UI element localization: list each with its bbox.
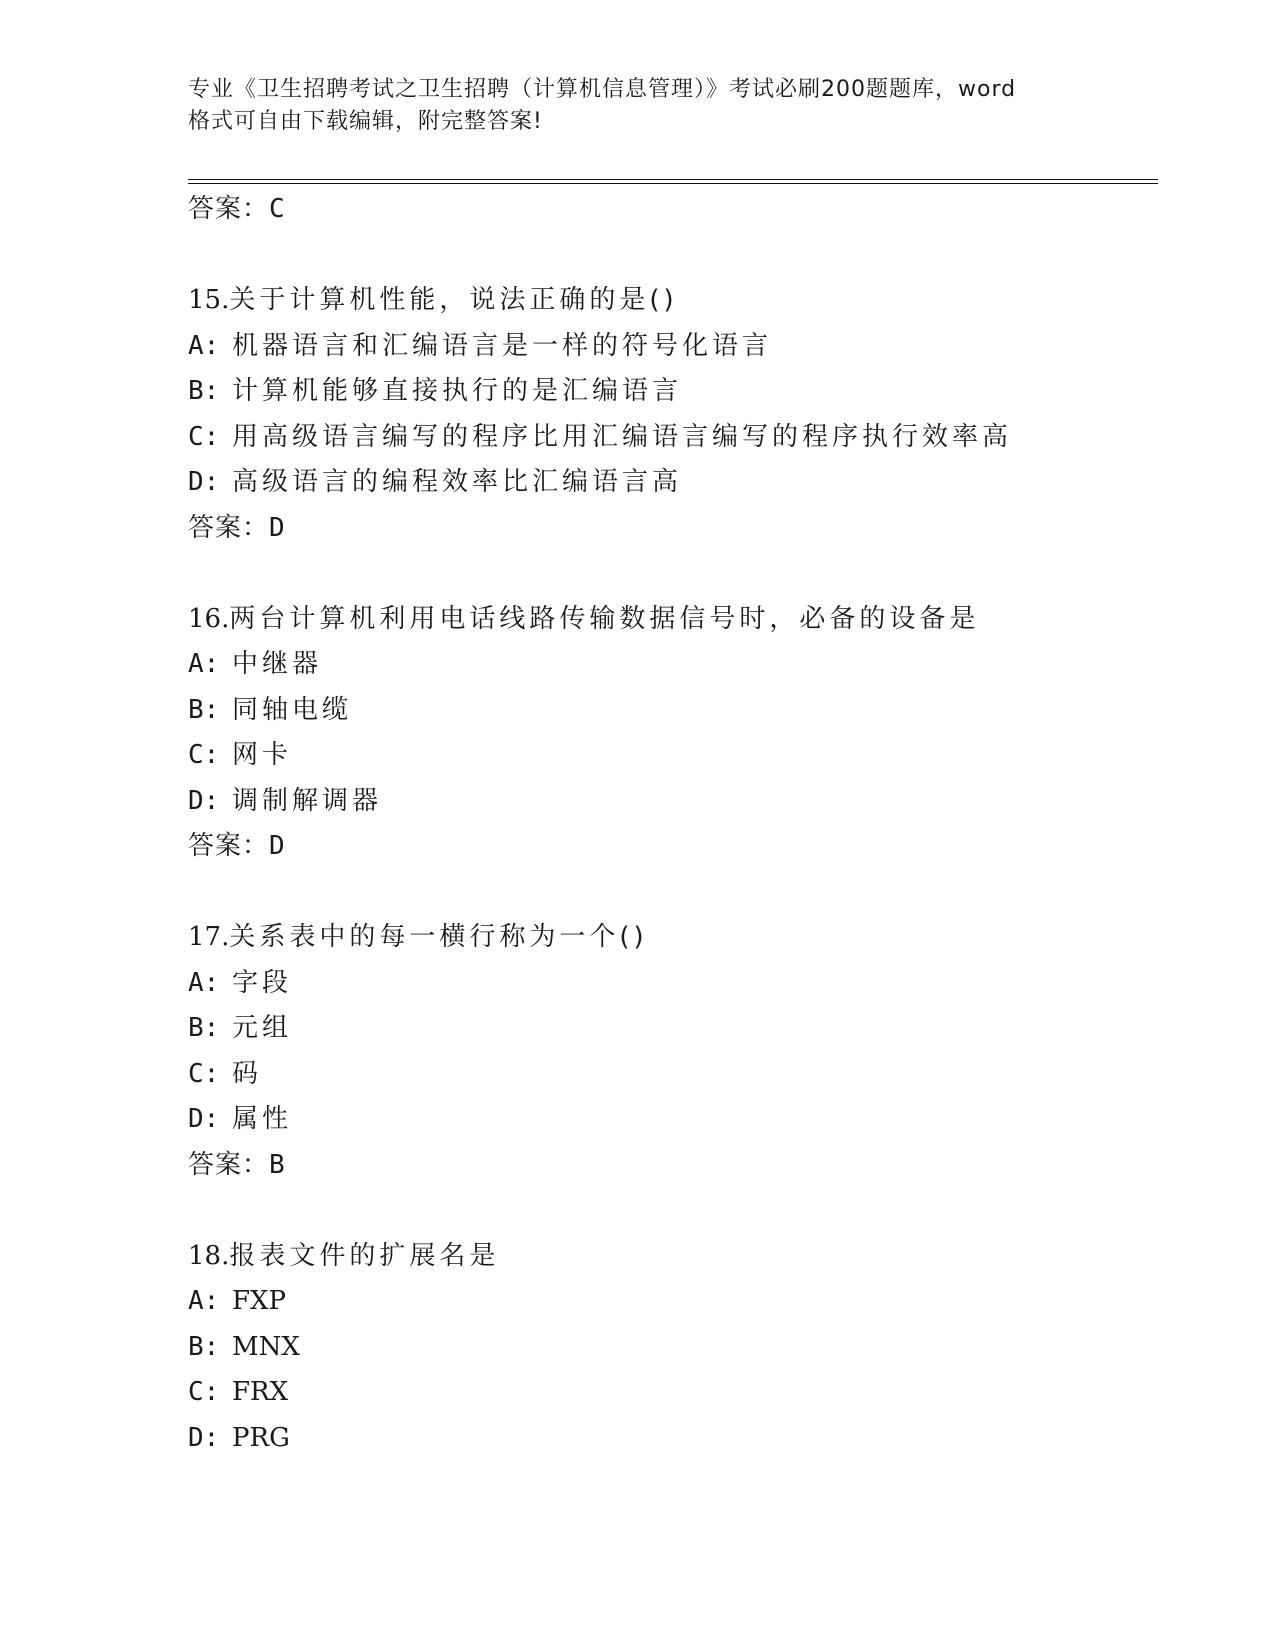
option-label: C:	[188, 740, 220, 770]
option-label: D:	[188, 785, 220, 816]
question-number: 16.	[188, 603, 230, 634]
option-c	[188, 1052, 1148, 1098]
option-label: D:	[188, 1422, 220, 1453]
option-d	[188, 779, 1148, 825]
option-text: 高级语言的编程效率比汇编语言高	[232, 467, 683, 497]
question-list	[188, 187, 1148, 1461]
question-stem	[188, 278, 1148, 324]
question-text: 两台计算机利用电话线路传输数据信号时，必备的设备是	[229, 603, 980, 634]
header-divider-top	[188, 179, 1158, 180]
option-text: FRX	[232, 1377, 289, 1407]
answer-value: B	[269, 1149, 285, 1180]
option-label: B:	[188, 694, 220, 725]
option-text: PRG	[232, 1422, 290, 1453]
question-block	[188, 278, 1148, 551]
option-c	[188, 415, 1148, 461]
option-label: A:	[188, 649, 220, 679]
option-text: 中继器	[232, 649, 323, 679]
question-number: 15.	[188, 285, 230, 315]
answer-value: D	[269, 512, 285, 543]
option-a	[188, 324, 1148, 370]
question-stem	[188, 597, 1148, 643]
option-text: 网卡	[232, 740, 293, 770]
option-text: 属性	[232, 1104, 293, 1134]
answer-line	[188, 1143, 1148, 1189]
header-divider-bottom	[188, 183, 1158, 184]
option-text: MNX	[232, 1331, 300, 1362]
answer-prefix: 答案：	[188, 1149, 270, 1180]
question-number: 17.	[188, 922, 230, 952]
option-c	[188, 1370, 1148, 1416]
question-text: 关系表中的每一横行称为一个()	[229, 922, 648, 952]
option-text: FXP	[232, 1286, 287, 1316]
option-c	[188, 733, 1148, 779]
answer-line	[188, 824, 1148, 870]
option-b	[188, 1325, 1148, 1371]
option-label: D:	[188, 1104, 220, 1134]
answer-prefix: 答案：	[188, 194, 270, 224]
document-header	[188, 74, 1088, 138]
option-a	[188, 961, 1148, 1007]
option-d	[188, 460, 1148, 506]
option-b	[188, 688, 1148, 734]
header-line-1: 专业《卫生招聘考试之卫生招聘（计算机信息管理）》考试必刷200题题库，word	[188, 77, 1017, 102]
option-text: 机器语言和汇编语言是一样的符号化语言	[232, 330, 773, 361]
option-b	[188, 369, 1148, 415]
question-block	[188, 597, 1148, 870]
option-label: A:	[188, 330, 220, 361]
option-label: A:	[188, 967, 220, 998]
option-label: C:	[188, 1377, 220, 1407]
option-a	[188, 1279, 1148, 1325]
question-number: 18.	[188, 1240, 230, 1271]
option-text: 元组	[232, 1013, 293, 1043]
option-text: 字段	[232, 967, 293, 998]
option-label: B:	[188, 1331, 220, 1362]
option-label: B:	[188, 1013, 220, 1043]
question-text: 关于计算机性能，说法正确的是()	[229, 285, 678, 315]
answer-value: C	[269, 194, 285, 224]
option-text: 调制解调器	[232, 785, 383, 816]
option-label: D:	[188, 467, 220, 497]
answer-prefix: 答案：	[188, 512, 270, 543]
option-text: 计算机能够直接执行的是汇编语言	[232, 376, 683, 406]
question-stem	[188, 1234, 1148, 1280]
answer-value: D	[269, 831, 285, 861]
option-d	[188, 1097, 1148, 1143]
option-label: C:	[188, 421, 220, 452]
option-a	[188, 642, 1148, 688]
answer-line	[188, 187, 1148, 233]
question-block	[188, 1234, 1148, 1462]
question-stem	[188, 915, 1148, 961]
answer-prefix: 答案：	[188, 831, 270, 861]
option-b	[188, 1006, 1148, 1052]
question-block	[188, 915, 1148, 1188]
option-label: A:	[188, 1286, 220, 1316]
question-text: 报表文件的扩展名是	[229, 1240, 500, 1271]
option-d	[188, 1416, 1148, 1462]
option-label: C:	[188, 1058, 220, 1089]
header-line-2: 格式可自由下载编辑，附完整答案!	[188, 109, 543, 134]
option-text: 同轴电缆	[232, 694, 353, 725]
option-label: B:	[188, 376, 220, 406]
option-text: 码	[232, 1058, 263, 1089]
answer-line	[188, 506, 1148, 552]
option-text: 用高级语言编写的程序比用汇编语言编写的程序执行效率高	[232, 421, 1013, 452]
